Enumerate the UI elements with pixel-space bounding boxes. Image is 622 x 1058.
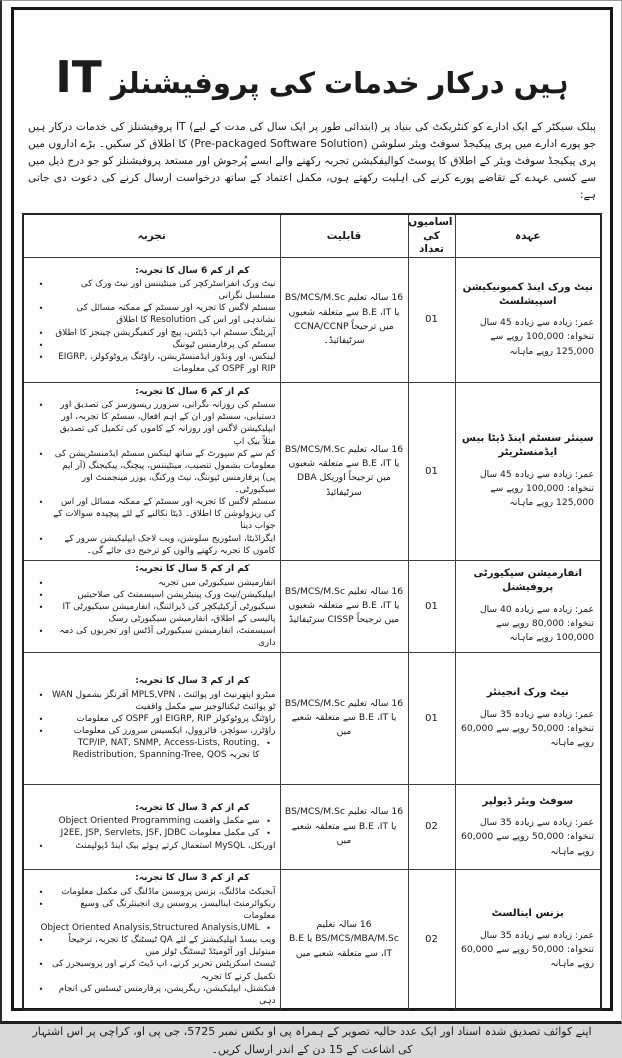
- vacancy-count: 01: [408, 382, 455, 560]
- experience-item: • فنکشنل، ایپلیکیشن، ریگریشن، پرفارمنس ٹیسٹس کی انجام دہی: [28, 983, 276, 1007]
- salary-line: تنخواہ: 50,000 روپے سے 60,000 روپے ماہانہ: [461, 722, 594, 749]
- header-cell-vacancies: اسامیوں کی تعداد: [408, 214, 455, 257]
- age-line: عمر: زیادہ سے زیادہ 45 سال: [479, 317, 594, 329]
- experience-item: • WAN آفرنگز بشمول MPLS,VPN ، میٹرو ایتھرنیٹ اور پوائنٹ ٹو پوائنٹ ٹیکنالوجیز سے مکمل واقفیت: [28, 689, 276, 713]
- jobs-table: [22, 213, 602, 1011]
- age-line: عمر: زیادہ سے زیادہ 45 سال: [479, 468, 594, 480]
- bullet-icon: •: [38, 690, 44, 700]
- position-cell: [455, 869, 601, 1010]
- experience-heading: کم از کم 5 سال کا تجربہ:: [135, 564, 250, 575]
- experience-cell: [23, 257, 280, 382]
- bullet-icon: •: [38, 534, 44, 544]
- ad-title: [22, 26, 602, 103]
- qualification-cell: 16 سالہ تعلیم BS/MCS/M.Sc یا B.E ،IT سے متعلقہ شعبوں میں ترجیحاً CCNA/CCNP سرٹیفائیڈ۔: [280, 257, 408, 382]
- table-row: [23, 560, 601, 652]
- ad-frame: [11, 7, 613, 1056]
- footer-instructions: اپنے کوائف تصدیق شدہ اسناد اور ایک عدد حالیہ تصویر کے ہمراہ پی او بکس نمبر 5725، جی پی او، کراچی پر اس اشتہار کی اشاعت کے 15 دن کے اندر ارسال کریں۔: [32, 1025, 592, 1056]
- bullet-icon: •: [38, 714, 44, 724]
- experience-item: • نیٹ ورک انفراسٹرکچر کی مینٹیننس اور نیٹ ورک کی مسلسل نگرانی: [28, 278, 276, 302]
- bullet-icon: •: [38, 887, 44, 897]
- bullet-icon: •: [38, 401, 44, 411]
- bullet-icon: •: [38, 449, 44, 459]
- bullet-icon: •: [38, 960, 44, 970]
- bullet-icon: •: [266, 817, 271, 827]
- position-cell: [455, 257, 601, 382]
- bullet-icon: •: [38, 627, 44, 637]
- experience-item: • ایپلیکیشن/نیٹ ورک پینیٹریشن اسیسمنٹ کی صلاحیتیں: [28, 589, 276, 601]
- header-cell-position: عہدہ: [455, 214, 601, 257]
- position-cell: [455, 382, 601, 560]
- experience-item: • انفارمیشن سیکیورٹی میں تجربہ: [28, 577, 276, 589]
- bullet-icon: •: [38, 578, 44, 588]
- intro-paragraph: پبلک سیکٹر کے ایک ادارے کو کنٹریکٹ کی بنیاد پر (ابتدائی طور پر ایک سال کی مدت کے لیے) IT پروفیشنلز کی خدمات درکار ہیں جو پورے ادارے میں پری پیکیجڈ سوفٹ ویئر سلوشن (Pre-packaged Software Solution) کا اطلاق کر سکیں۔ بڑے اداروں میں پری پیکیجڈ سوفٹ ویئر کے اطلاق کا پوسٹ کوالیفکیشن تجربہ رکھنے والے ایسے پُرجوش اور مستعد پروفیشنلز کو جو درج ذیل میں سے کسی عہدے کے تقاضے پورے کرنے کی اہلیت رکھتے ہوں، مکمل اعتماد کے ساتھ درخواست ارسال کرنے کی دعوت دی جاتی ہے:: [28, 120, 597, 202]
- bullet-icon: •: [38, 340, 44, 350]
- age-line: عمر: زیادہ سے زیادہ 40 سال: [479, 603, 594, 615]
- experience-item: • کم سے کم سپورٹ کے ساتھ لینکس سسٹم ایڈمنسٹریشن کی معلومات بشمول تنصیب، مینٹیننس، پیچنگ، پیکیجنگ (آر ایم پی) پرفارمنس ٹیوننگ، نیٹ ورکنگ، یوزر مینجمنٹ اور سیکیورٹی۔: [28, 448, 276, 497]
- experience-item: • ٹیسٹ اسکرپٹس تحریر کرنے، اپ ڈیٹ کرنے اور پروسیجرز کی تکمیل کرنے کا تجربہ: [28, 958, 276, 982]
- qualification-cell: 16 سالہ تعلیم BS/MCS/M.Sc یا B.E ،IT سے متعلقہ شعبوں میں ترجیحاً CISSP سرٹیفائیڈ: [280, 560, 408, 652]
- experience-heading: کم از کم 3 سال کا تجربہ:: [135, 802, 250, 813]
- salary-line: تنخواہ: 100,000 روپے سے 125,000 روپے ماہانہ: [490, 482, 594, 509]
- bullet-icon: •: [38, 899, 44, 909]
- experience-item: • سسٹم کی پرفارمنس ٹیوننگ: [28, 339, 276, 351]
- title-word: کی: [268, 66, 315, 100]
- experience-item: • IT سیکیورٹی آرکیٹیکچر کی ڈیزائننگ، انفارمیشن سیکیورٹی پالیسی کے اطلاق، انفارمیشن سیکیورٹی رسک: [28, 601, 276, 625]
- bullet-icon: •: [266, 924, 271, 933]
- header-cell-qualification: قابلیت: [280, 214, 408, 257]
- experience-cell: [23, 784, 280, 869]
- vacancy-count: 01: [408, 257, 455, 382]
- experience-item: • لینکس، اور ونڈوز ایڈمنسٹریشن، راؤٹنگ پروٹوکولز، EIGRP, RIP اور OSPF کی معلومات: [28, 351, 276, 375]
- bullet-icon: •: [266, 739, 271, 749]
- experience-item: • سسٹم لاگس کا تجزیہ اور سسٹم کے ممکنہ مسائل کی نشاندہی اور اس کی Resolution کا اطلاق: [28, 302, 276, 326]
- table-row: [23, 784, 601, 869]
- table-row: [23, 652, 601, 784]
- age-line: عمر: زیادہ سے زیادہ 35 سال: [479, 929, 594, 941]
- vacancy-count: 01: [408, 652, 455, 784]
- vacancy-count: 02: [408, 869, 455, 1010]
- experience-item: • سسٹم کی روزانہ نگرانی، سرورز ریسورسز کی تصدیق اور دستیابی، سسٹم اور ان کے اہم افعال، سسٹم کا تجربہ، اور ایپلیکیشن لاگس اور روزانہ کے کاموں کی تکمیل کی تصدیق مثلاً بیک اپ: [28, 399, 276, 448]
- experience-item: • J2EE, JSP, Servlets, JSF, JDBC کی مکمل معلومات: [28, 827, 276, 839]
- experience-item: • ریکوائرمنٹ اینالیسز، پروسس ری انجینئرنگ کی وسیع معلومات: [28, 898, 276, 922]
- experience-item: • آبجیکٹ ماڈلنگ، بزنس پروسس ماڈلنگ کی مکمل معلومات: [28, 886, 276, 898]
- bullet-icon: •: [38, 602, 44, 612]
- position-title: نیٹ ورک انجینئر: [486, 687, 569, 699]
- table-row: [23, 382, 601, 560]
- experience-heading: کم از کم 3 سال کا تجربہ:: [135, 676, 250, 687]
- position-title: سینئر سسٹم اینڈ ڈیٹا بیس ایڈمنسٹریٹر: [461, 433, 594, 459]
- age-line: عمر: زیادہ سے زیادہ 35 سال: [479, 817, 594, 829]
- experience-item: • Object Oriented Programming سے مکمل واقفیت: [28, 815, 276, 827]
- table-header-row: [23, 214, 601, 257]
- experience-item: • Object Oriented Analysis,Structured Analysis,UML: [28, 922, 276, 934]
- salary-line: تنخواہ: 80,000 روپے سے 100,000 روپے ماہانہ: [496, 617, 594, 644]
- experience-cell: [23, 869, 280, 1010]
- position-cell: [455, 652, 601, 784]
- bullet-icon: •: [38, 304, 44, 314]
- position-title: بزنس اینالسٹ: [491, 908, 564, 920]
- experience-cell: [23, 382, 280, 560]
- bullet-icon: •: [38, 590, 44, 600]
- qualification-cell: 16 سالہ تعلیم BS/MCS/M.Sc یا B.E ،IT سے متعلقہ شعبے میں: [280, 652, 408, 784]
- experience-item: • ایگزاڈیٹا، اسٹوریج سلوشن، ویب لاجک ایپلیکیشن سرور کے کاموں کا تجربہ رکھنے والوں کو ترجیح دی جائے گی۔: [28, 533, 276, 557]
- salary-line: تنخواہ: 50,000 روپے سے 60,000 روپے ماہانہ: [461, 831, 594, 857]
- vacancy-count: 02: [408, 784, 455, 869]
- title-word: IT: [55, 52, 102, 103]
- age-line: عمر: زیادہ سے زیادہ 35 سال: [479, 708, 594, 720]
- experience-item: • راؤٹنگ پروٹوکولز EIGRP, RIP اور OSPF کی معلومات: [28, 713, 276, 725]
- experience-item: • آپریٹنگ سسٹم اپ ڈیٹس، پیچ اور کنفیگریشن چینجز کا اطلاق: [28, 327, 276, 339]
- position-cell: [455, 784, 601, 869]
- position-cell: [455, 560, 601, 652]
- experience-heading: کم از کم 3 سال کا تجربہ:: [135, 873, 250, 884]
- experience-item: • اسیسمنٹ، انفارمیشن سیکیورٹی آڈٹس اور تجربوں کی ذمہ داری: [28, 625, 276, 649]
- qualification-cell: 16 سالہ تعلیم BS/MCS/MBA/M.Sc یا B.E ،IT سے متعلقہ شعبے میں: [280, 869, 408, 1010]
- qualification-cell: 16 سالہ تعلیم BS/MCS/M.Sc یا B.E ،IT سے متعلقہ شعبے میں: [280, 784, 408, 869]
- position-title: انفارمیشن سیکیورٹی پروفیشنل: [473, 568, 583, 594]
- table-row: [23, 869, 601, 1010]
- qualification-cell: 16 سالہ تعلیم BS/MCS/M.Sc یا B.E ،IT سے متعلقہ شعبوں میں ترجیحاً اوریکل DBA سرٹیفائیڈ: [280, 382, 408, 560]
- bullet-icon: •: [266, 829, 271, 839]
- header-cell-experience: تجربہ: [23, 214, 280, 257]
- bullet-icon: •: [38, 936, 44, 946]
- title-word: خدمات: [324, 66, 420, 100]
- position-title: سوفٹ ویئر ڈیولپر: [482, 795, 574, 807]
- experience-item: • ویب بیسڈ ایپلیکیشنز کے لئے QA ٹیسٹنگ کا تجربہ، ترجیحاً مینوئیل اور آٹومیٹڈ ٹیسٹنگ ٹولز میں: [28, 934, 276, 958]
- experience-heading: کم از کم 6 سال کا تجربہ:: [135, 265, 250, 276]
- experience-item: • اوریکل، MySQL استعمال کرتے ہوئے بیک اینڈ ڈیولپمنٹ: [28, 840, 276, 852]
- title-word: ہیں: [513, 66, 569, 100]
- table-row: [23, 257, 601, 382]
- salary-line: تنخواہ: 100,000 روپے سے 125,000 روپے ماہانہ: [490, 331, 594, 357]
- bullet-icon: •: [38, 352, 44, 362]
- experience-item: • TCP/IP, NAT, SNMP, Access-Lists, Routing, Redistribution, Spanning-Tree, QOS کا تجربہ: [28, 737, 276, 761]
- salary-line: تنخواہ: 50,000 روپے سے 60,000 روپے ماہانہ: [461, 944, 594, 970]
- bullet-icon: •: [38, 328, 44, 338]
- bullet-icon: •: [38, 280, 44, 289]
- experience-heading: کم از کم 6 سال کا تجربہ:: [135, 386, 250, 397]
- experience-item: • راؤٹرز، سوئچز، فائروول، ایکسیس سرورز کی معلومات: [28, 725, 276, 737]
- vacancy-count: 01: [408, 560, 455, 652]
- experience-cell: [23, 652, 280, 784]
- bullet-icon: •: [38, 498, 44, 508]
- bullet-icon: •: [38, 984, 44, 994]
- title-word: درکار: [428, 66, 505, 100]
- position-title: نیٹ ورک اینڈ کمیونیکیشن اسپیشلسٹ: [462, 281, 593, 307]
- experience-item: • سسٹم لاگس کا تجزیہ اور سسٹم کے ممکنہ مسائل اور اس کی ریزولوشن کا اطلاق۔ ڈیٹا نکالنے کے لئے پیچیدہ سوالات کے جواب دینا: [28, 496, 276, 532]
- bullet-icon: •: [38, 841, 44, 851]
- experience-cell: [23, 560, 280, 652]
- title-word: پروفیشنلز: [110, 66, 260, 100]
- bullet-icon: •: [38, 727, 44, 736]
